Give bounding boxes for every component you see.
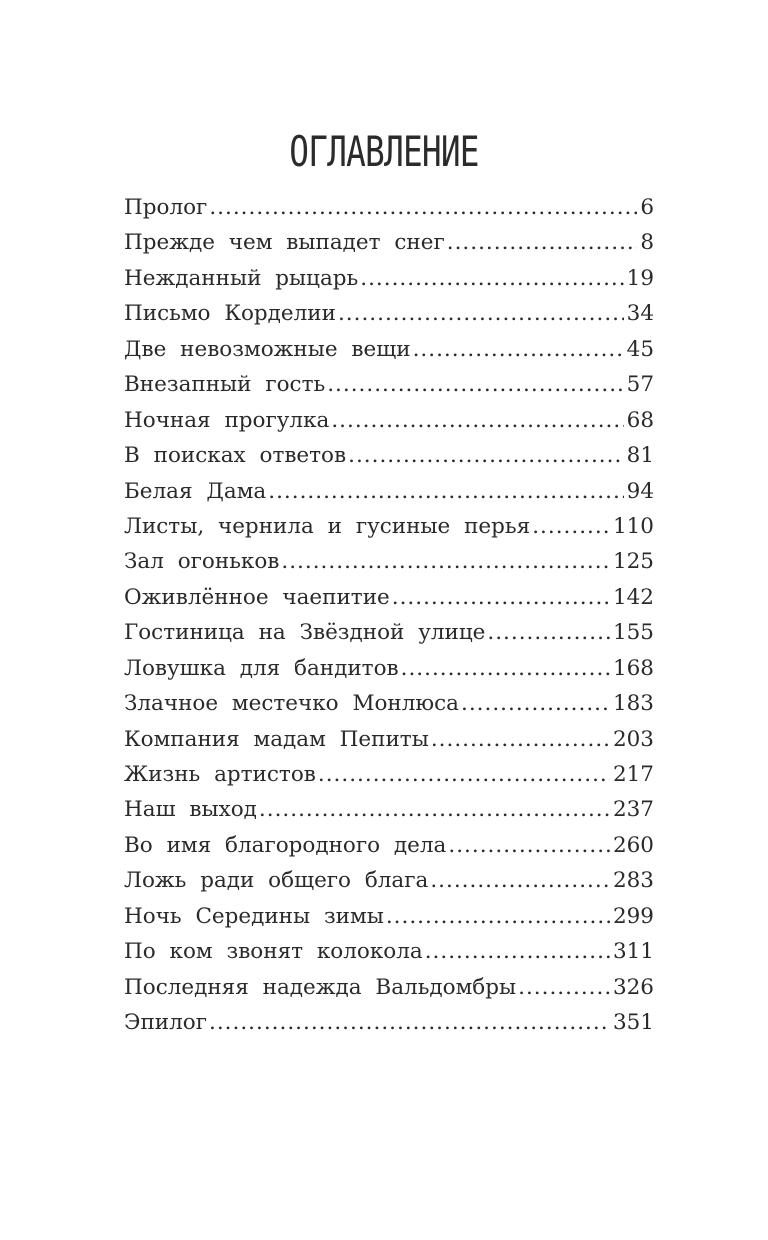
toc-entry xyxy=(124,828,654,863)
toc-chapter-title: Письмо Корделии xyxy=(124,301,336,327)
toc-page-number: 217 xyxy=(612,762,654,787)
toc-page-number: 237 xyxy=(612,797,654,823)
toc-leader-dots xyxy=(327,367,623,402)
toc-entry xyxy=(124,792,654,827)
toc-entry xyxy=(124,509,654,544)
toc-chapter-title: Прежде чем выпадет снег xyxy=(124,230,445,256)
toc-entry xyxy=(124,1005,654,1040)
toc-page-number: 183 xyxy=(612,691,654,717)
toc-leader-dots xyxy=(348,438,624,473)
toc-page-number: 142 xyxy=(612,584,654,610)
toc-chapter-title: Листы, чернила и гусиные перья xyxy=(124,513,531,539)
toc-chapter-title: Ночь Середины зимы xyxy=(124,903,384,929)
toc-chapter-title: Во имя благородного дела xyxy=(124,832,447,858)
toc-page-number: 68 xyxy=(626,407,654,433)
toc-page-number: 299 xyxy=(612,903,654,929)
toc-page-number: 110 xyxy=(612,513,654,539)
toc-chapter-title: Ложь ради общего блага xyxy=(124,868,429,894)
toc-page-number: 125 xyxy=(612,549,654,575)
toc-page-number: 8 xyxy=(640,230,654,256)
toc-leader-dots xyxy=(401,651,610,686)
toc-leader-dots xyxy=(318,757,610,792)
toc-page-number: 283 xyxy=(612,868,654,894)
toc-chapter-title: В поисках ответов xyxy=(124,443,347,469)
toc-entry xyxy=(124,367,654,402)
toc-entry xyxy=(124,757,654,792)
toc-page-number: 34 xyxy=(626,301,654,327)
toc-page-number: 311 xyxy=(612,939,654,965)
toc-leader-dots xyxy=(425,934,610,969)
table-of-contents xyxy=(124,190,654,1041)
toc-entry xyxy=(124,190,654,225)
toc-leader-dots xyxy=(386,899,610,934)
toc-entry xyxy=(124,934,654,969)
toc-entry xyxy=(124,332,654,367)
toc-entry xyxy=(124,651,654,686)
page-title: ОГЛАВЛЕНИЕ xyxy=(289,127,479,176)
toc-page-number: 19 xyxy=(626,265,654,291)
toc-page-number: 326 xyxy=(612,974,654,1000)
toc-entry xyxy=(124,863,654,898)
toc-leader-dots xyxy=(360,261,623,296)
toc-leader-dots xyxy=(447,225,638,260)
toc-leader-dots xyxy=(281,544,610,579)
toc-chapter-title: Внезапный гость xyxy=(124,372,326,398)
toc-page-number: 57 xyxy=(626,372,654,398)
toc-leader-dots xyxy=(268,474,623,509)
toc-page-number: 351 xyxy=(612,1010,654,1036)
toc-page-number: 94 xyxy=(626,478,654,504)
toc-entry xyxy=(124,722,654,757)
toc-chapter-title: Оживлённое чаепитие xyxy=(124,584,390,610)
toc-leader-dots xyxy=(431,722,610,757)
toc-leader-dots xyxy=(487,615,610,650)
toc-leader-dots xyxy=(430,863,610,898)
toc-chapter-title: Две невозможные вещи xyxy=(124,336,411,362)
toc-chapter-title: Компания мадам Пепиты xyxy=(124,726,429,752)
toc-entry xyxy=(124,686,654,721)
toc-leader-dots xyxy=(518,970,610,1005)
toc-chapter-title: Зал огоньков xyxy=(124,549,280,575)
toc-chapter-title: Белая Дама xyxy=(124,478,267,504)
toc-leader-dots xyxy=(209,190,637,225)
toc-entry xyxy=(124,261,654,296)
toc-chapter-title: Ловушка для бандитов xyxy=(124,655,399,681)
toc-entry xyxy=(124,970,654,1005)
toc-leader-dots xyxy=(331,403,623,438)
toc-leader-dots xyxy=(392,580,610,615)
toc-page-number: 6 xyxy=(640,195,654,220)
toc-chapter-title: Гостиница на Звёздной улице xyxy=(124,620,486,646)
toc-page-number: 203 xyxy=(612,726,654,752)
toc-leader-dots xyxy=(461,686,610,721)
toc-page-number: 81 xyxy=(626,443,654,469)
toc-leader-dots xyxy=(448,828,610,863)
toc-entry xyxy=(124,474,654,509)
toc-page-number: 45 xyxy=(626,336,654,362)
toc-entry xyxy=(124,544,654,579)
toc-chapter-title: Эпилог xyxy=(124,1010,207,1036)
toc-leader-dots xyxy=(338,296,624,331)
toc-chapter-title: Ночная прогулка xyxy=(124,407,330,433)
toc-entry xyxy=(124,615,654,650)
toc-entry xyxy=(124,438,654,473)
toc-chapter-title: По ком звонят колокола xyxy=(124,939,423,965)
toc-leader-dots xyxy=(532,509,610,544)
toc-chapter-title: Жизнь артистов xyxy=(124,762,316,787)
toc-leader-dots xyxy=(259,792,610,827)
toc-page-number: 168 xyxy=(612,655,654,681)
toc-entry xyxy=(124,580,654,615)
toc-chapter-title: Злачное местечко Монлюса xyxy=(124,691,459,717)
toc-entry xyxy=(124,225,654,260)
toc-page-number: 260 xyxy=(612,832,654,858)
toc-leader-dots xyxy=(209,1005,610,1040)
toc-entry xyxy=(124,403,654,438)
toc-chapter-title: Последняя надежда Вальдомбры xyxy=(124,974,517,1000)
toc-entry xyxy=(124,899,654,934)
toc-chapter-title: Наш выход xyxy=(124,797,257,823)
toc-leader-dots xyxy=(413,332,624,367)
toc-chapter-title: Пролог xyxy=(124,195,208,220)
toc-entry xyxy=(124,296,654,331)
toc-chapter-title: Нежданный рыцарь xyxy=(124,265,359,291)
toc-page-number: 155 xyxy=(612,620,654,646)
